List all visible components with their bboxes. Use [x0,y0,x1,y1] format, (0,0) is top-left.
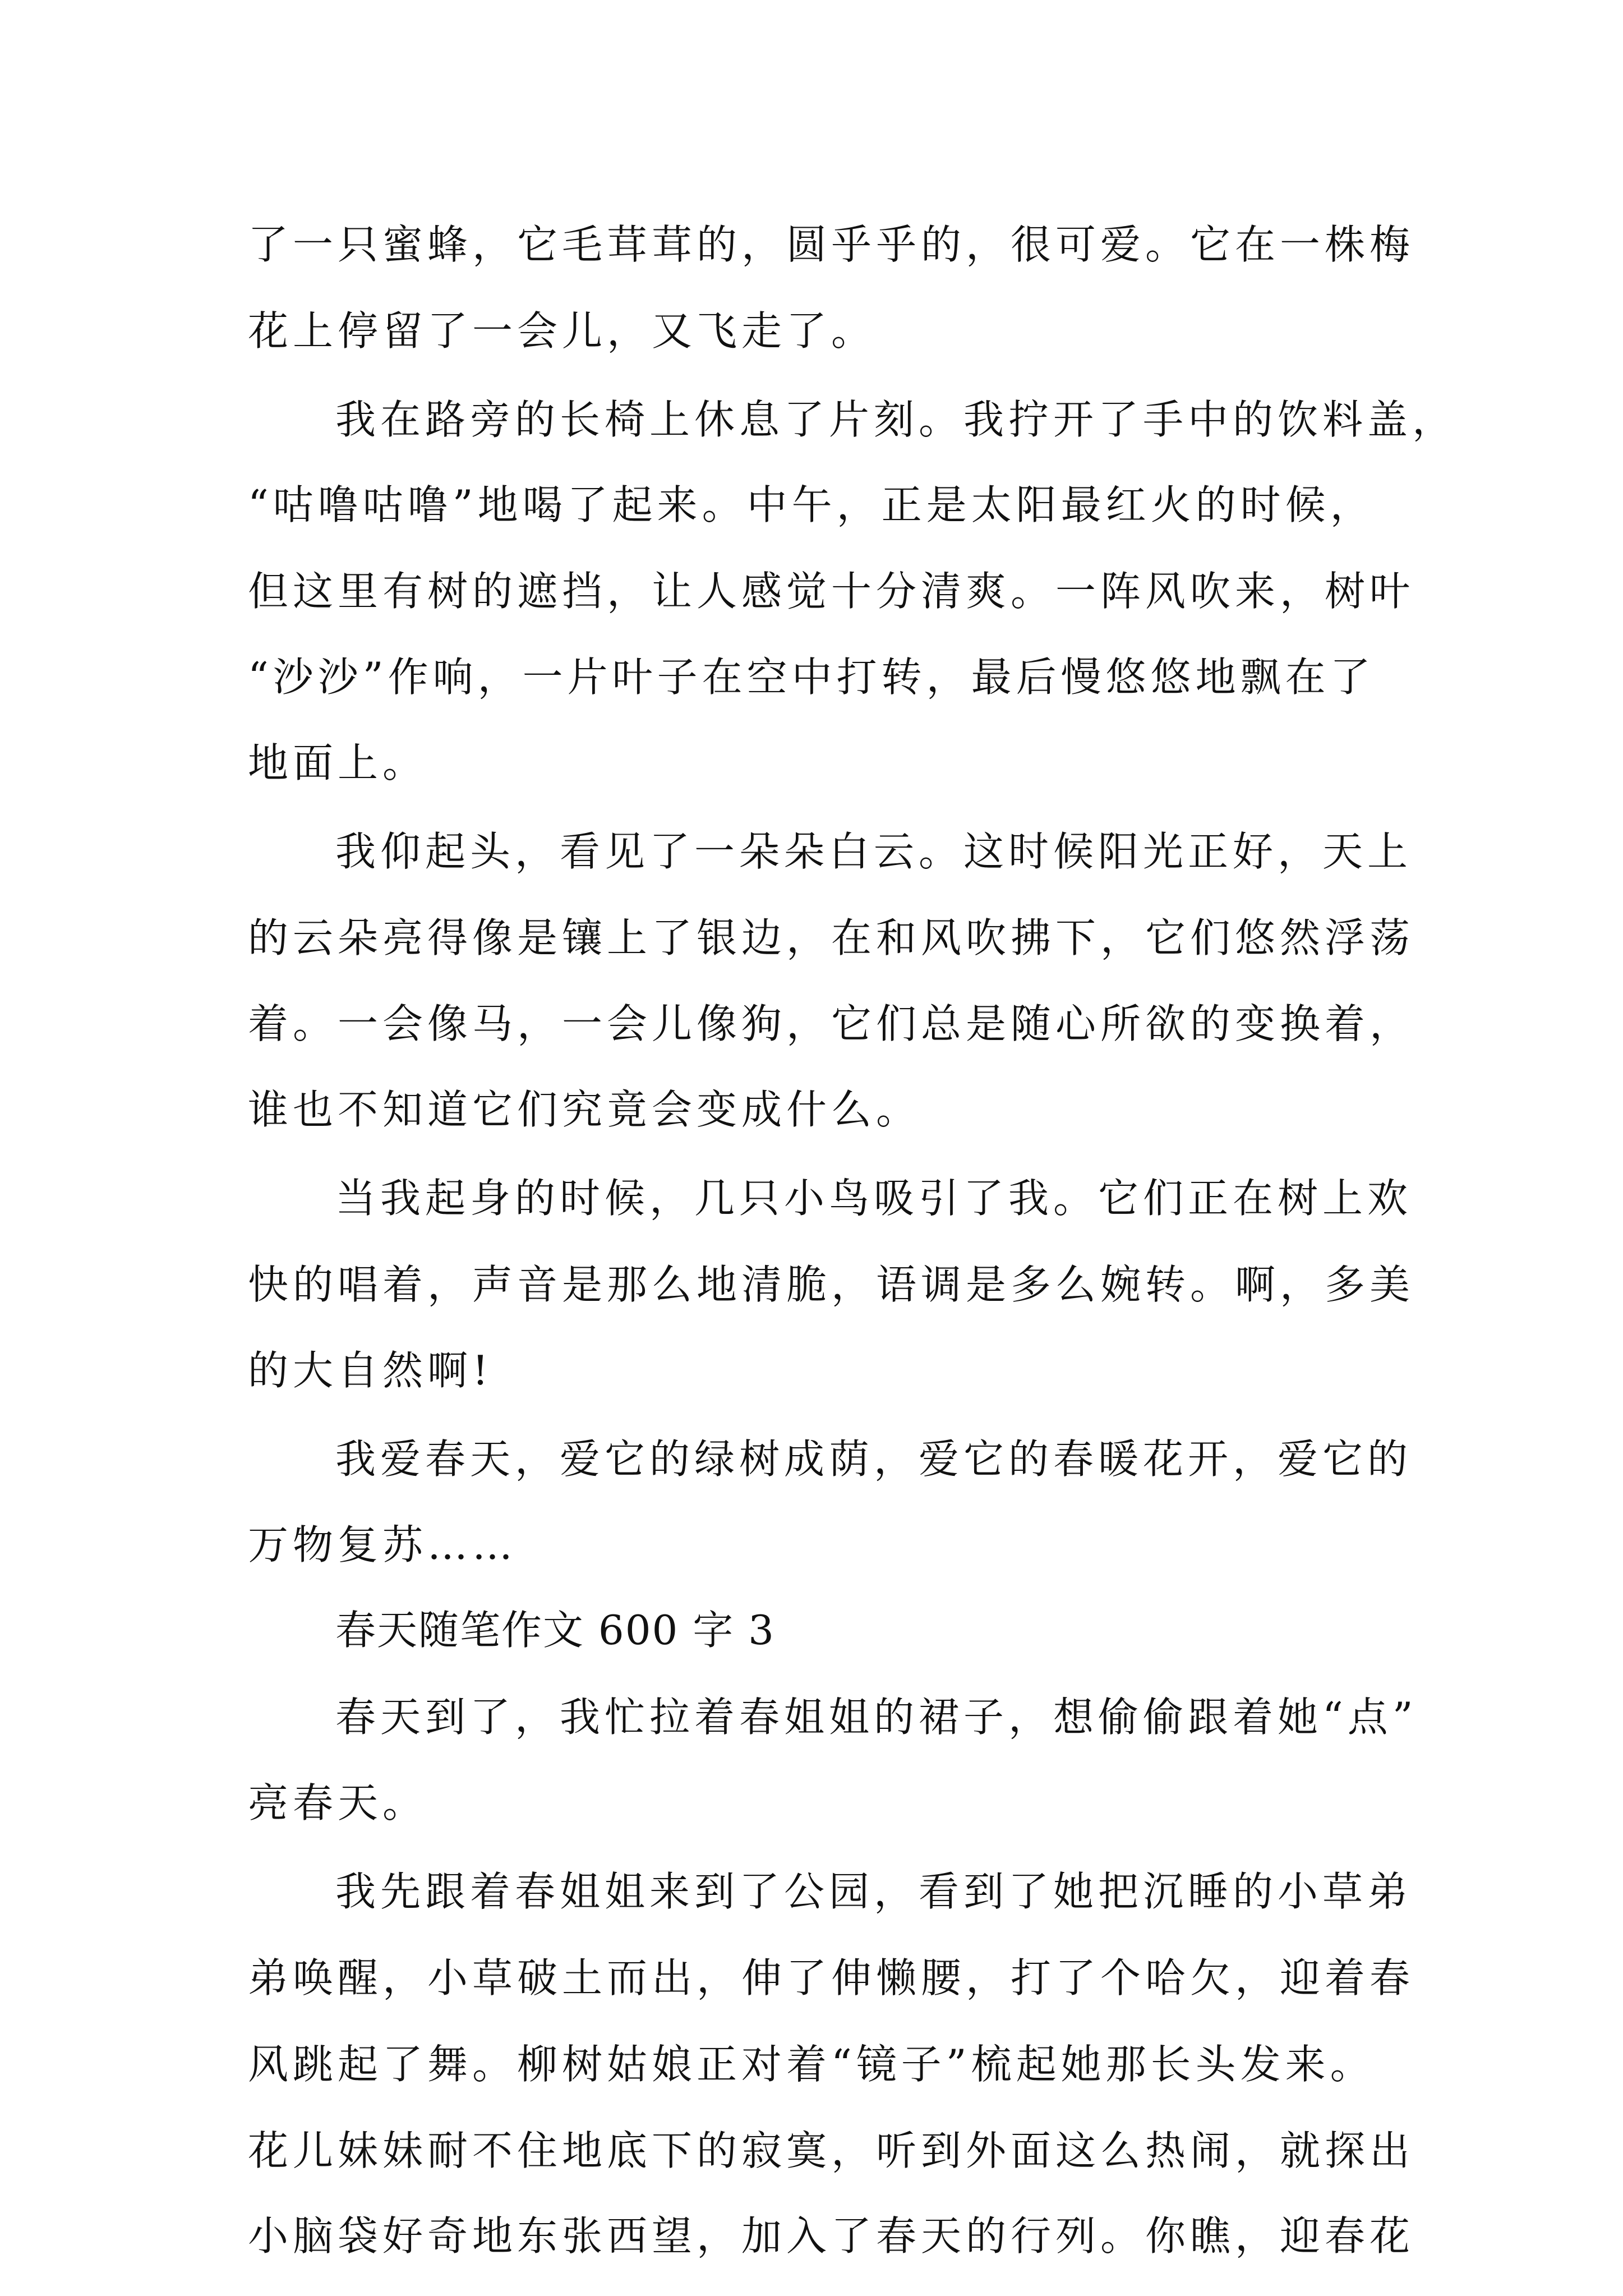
text-line: 春天到了，我忙拉着春姐姐的裙子，想偷偷跟着她“点” [335,1694,1418,1741]
text-line: 亮春天。 [248,1779,428,1826]
text-line: 谁也不知道它们究竟会变成什么。 [248,1086,921,1133]
text-line: 我爱春天，爱它的绿树成荫，爱它的春暖花开，爱它的 [335,1435,1413,1483]
section-title: 春天随笔作文 600 字 3 [335,1607,775,1654]
text-line: 花上停留了一会儿，又飞走了。 [248,307,877,355]
text-line: 地面上。 [248,739,428,786]
text-line: 我先跟着春姐姐来到了公园，看到了她把沉睡的小草弟 [335,1868,1413,1915]
text-line: “咕噜咕噜”地喝了起来。中午，正是太阳最红火的时候， [248,481,1375,528]
text-line: 我仰起头，看见了一朵朵白云。这时候阳光正好，天上 [335,828,1413,875]
text-line: 我在路旁的长椅上休息了片刻。我拧开了手中的饮料盖， [335,396,1458,443]
text-line: 的大自然啊! [248,1347,493,1394]
text-line: 的云朵亮得像是镶上了银边，在和风吹拂下，它们悠然浮荡 [248,914,1415,961]
text-line: 了一只蜜蜂，它毛茸茸的，圆乎乎的，很可爱。它在一株梅 [248,221,1415,268]
text-line: 但这里有树的遮挡，让人感觉十分清爽。一阵风吹来，树叶 [248,568,1415,615]
text-line: 风跳起了舞。柳树姑娘正对着“镜子”梳起她那长头发来。 [248,2041,1375,2088]
text-line: 当我起身的时候，几只小鸟吸引了我。它们正在树上欢 [335,1175,1413,1222]
text-line: “沙沙”作响，一片叶子在空中打转，最后慢悠悠地飘在了 [248,654,1375,701]
text-line: 花儿妹妹耐不住地底下的寂寞，听到外面这么热闹，就探出 [248,2127,1415,2174]
text-line: 快的唱着，声音是那么地清脆，语调是多么婉转。啊，多美 [248,1261,1415,1308]
text-line: 小脑袋好奇地东张西望，加入了春天的行列。你瞧，迎春花 [248,2212,1415,2260]
text-line: 弟唤醒，小草破土而出，伸了伸懒腰，打了个哈欠，迎着春 [248,1954,1415,2001]
text-line: 万物复苏…… [248,1521,518,1568]
text-line: 着。一会像马，一会儿像狗，它们总是随心所欲的变换着， [248,1000,1415,1047]
